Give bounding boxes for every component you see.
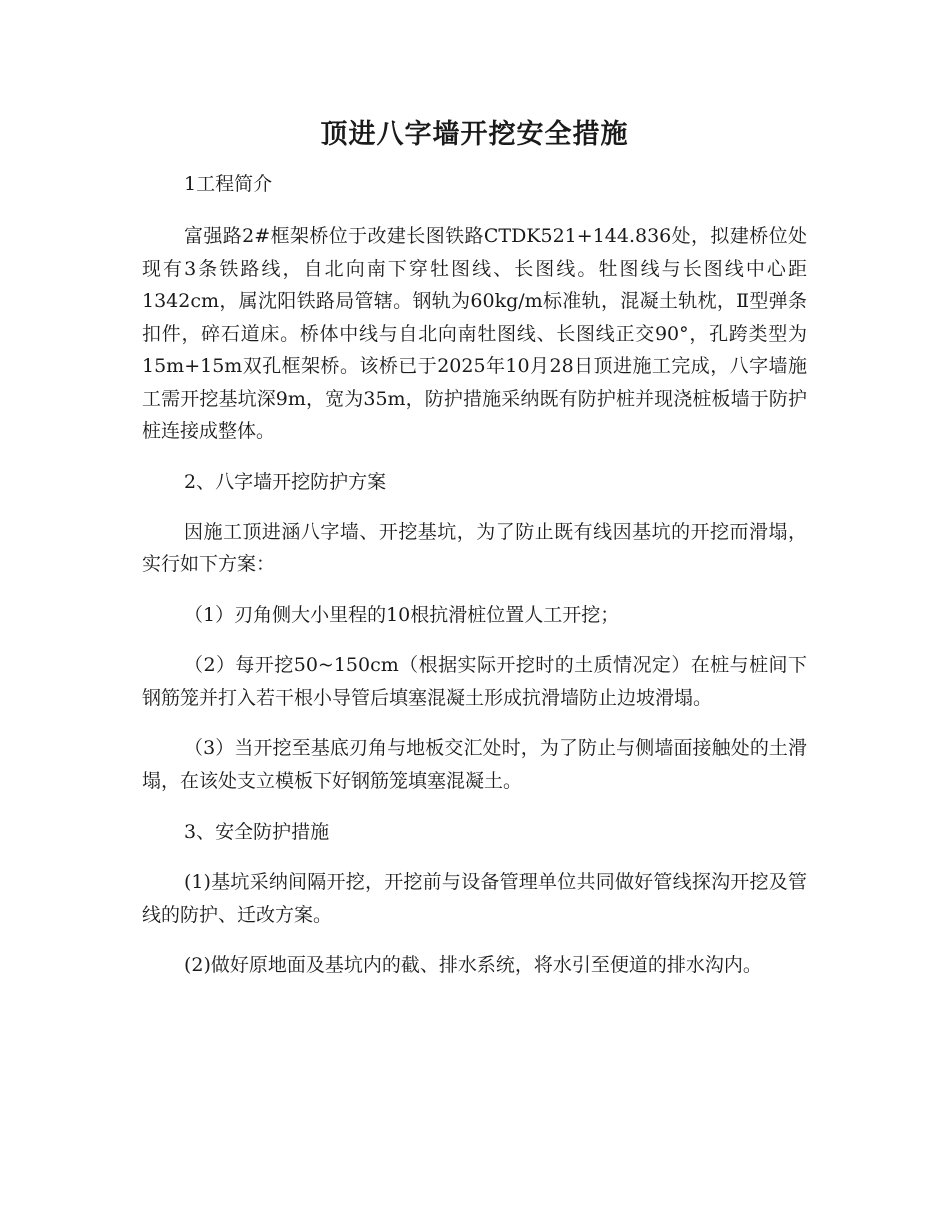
list-item: （3）当开挖至基底刃角与地板交汇处时，为了防止与侧墙面接触处的土滑塌，在该处支立模板下好钢筋笼填塞混凝土。 [142,736,807,792]
list-item: （1）刃角侧大小里程的10根抗滑桩位置人工开挖； [184,603,620,626]
section-heading: 2、八字墙开挖防护方案 [184,470,387,493]
paragraph: 因施工顶进涵八字墙、开挖基坑，为了防止既有线因基坑的开挖而滑塌，实行如下方案： [142,520,807,575]
list-item: (2)做好原地面及基坑内的截、排水系统，将水引至便道的排水沟内。 [184,953,762,976]
list-item: （2）每开挖50~150cm（根据实际开挖时的土质情况定）在桩与桩间下钢筋笼并打入若干根小导管后填塞混凝土形成抗滑墙防止边坡滑塌。 [142,653,807,709]
list-item: (1)基坑采纳间隔开挖，开挖前与设备管理单位共同做好管线探沟开挖及管线的防护、迁改方案。 [142,870,807,926]
document-title: 顶进八字墙开挖安全措施 [320,119,629,150]
document-page [142,110,807,982]
section-heading: 1工程简介 [184,173,273,195]
paragraph: 富强路2#框架桥位于改建长图铁路CTDK521+144.836处，拟建桥位处现有3条铁路线，自北向南下穿牡图线、长图线。牡图线与长图线中心距1342cm，属沈阳铁路局管辖。钢轨为60kg/m标准轨，混凝土轨枕，Ⅱ型弹条扣件，碎石道床。桥体中线与自北向南牡图线、长图线正交90°，孔跨类型为15m+15m双孔框架桥。该桥已于2025年10月28日顶进施工完成，八字墙施工需开挖基坑深9m，宽为35m，防护措施采纳既有防护桩并现浇桩板墙于防护桩连接成整体。 [142,225,807,442]
section-heading: 3、安全防护措施 [184,820,330,843]
